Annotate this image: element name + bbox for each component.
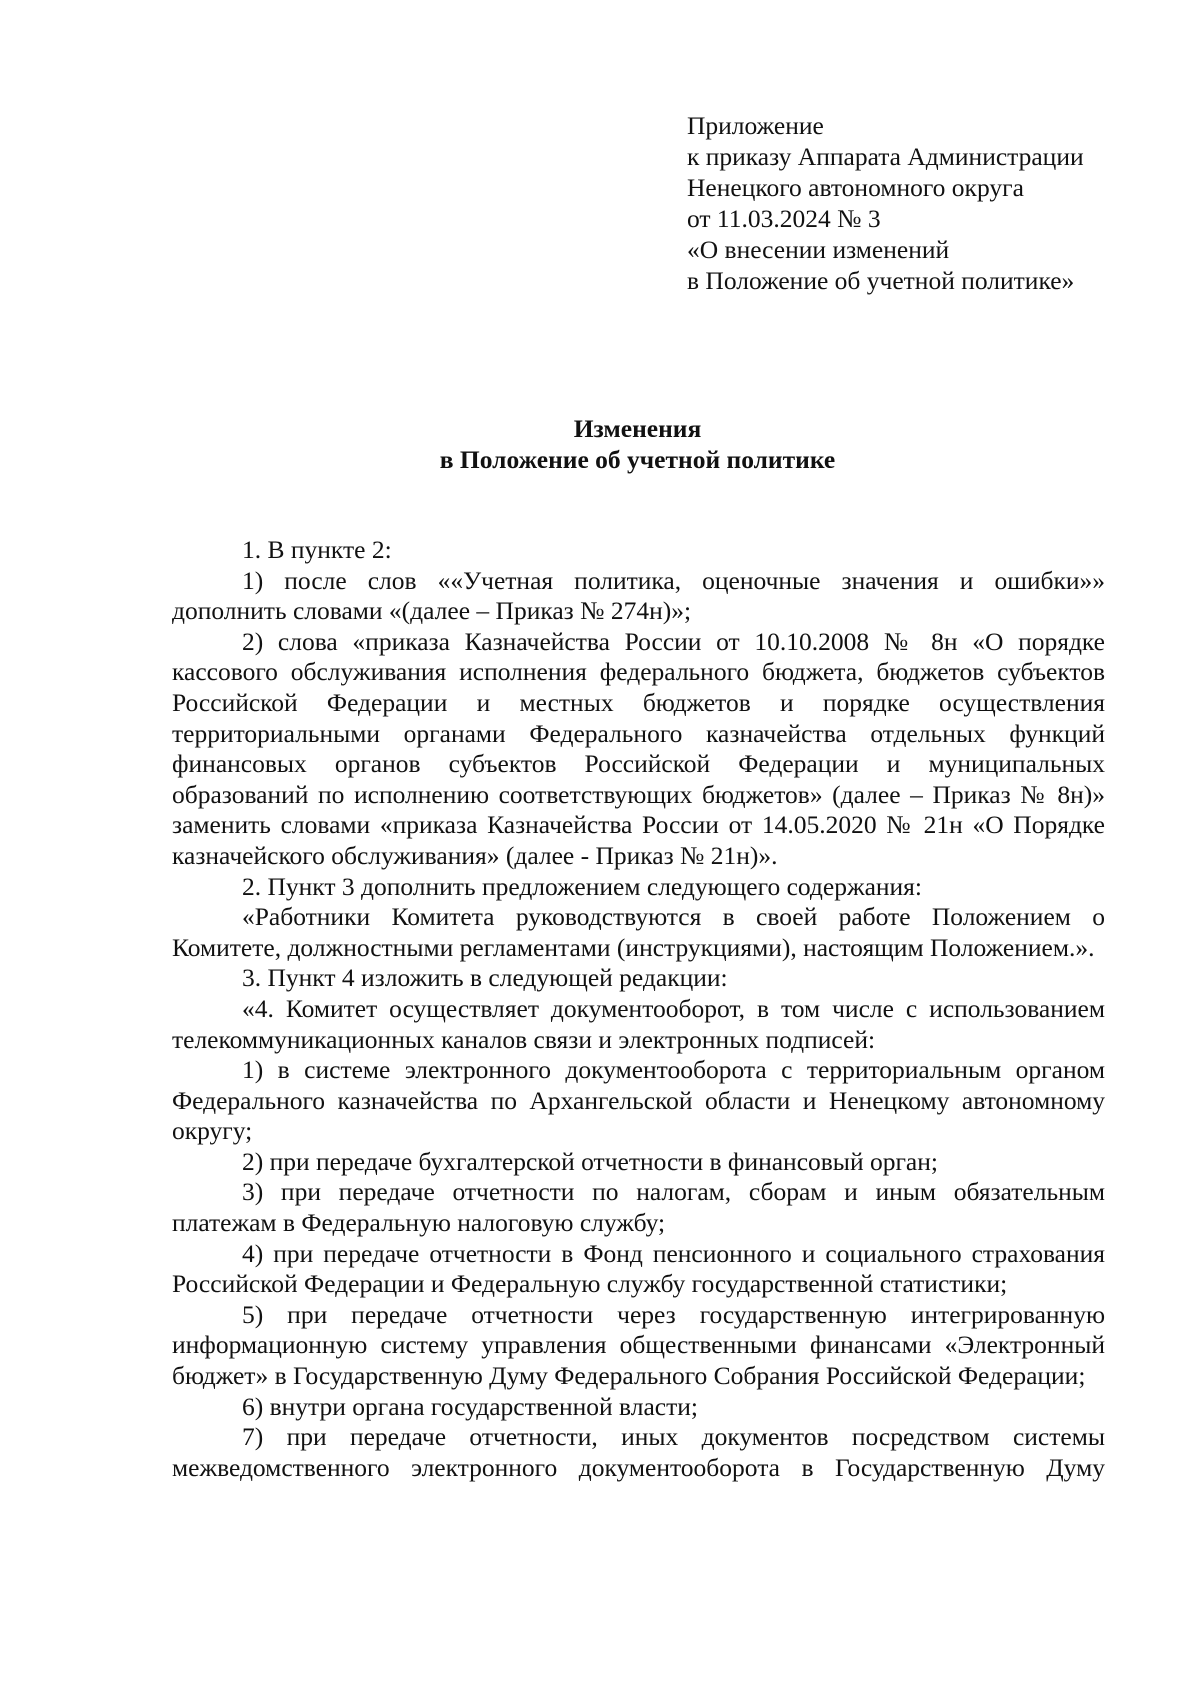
- appendix-line: от 11.03.2024 № 3: [687, 204, 881, 233]
- paragraph: 5) при передаче отчетности через государственную интегрированную информационную систему управления общественными финансами «Электронный бюджет» в Государственную Думу Федерального Собрания Российской Федерации;: [172, 1299, 1105, 1391]
- paragraph: «4. Комитет осуществляет документооборот, в том числе с использованием телекоммуникационных каналов связи и электронных подписей:: [172, 993, 1105, 1054]
- paragraph: 2. Пункт 3 дополнить предложением следующего содержания:: [242, 871, 922, 901]
- paragraph: 1) в системе электронного документооборота с территориальным органом Федерального казначейства по Архангельской области и Ненецкому автономному округу;: [172, 1055, 1105, 1146]
- paragraph: 4) при передаче отчетности в Фонд пенсионного и социального страхования Российской Федерации и Федеральную службу государственной статистики;: [172, 1238, 1105, 1299]
- appendix-line: Приложение: [687, 111, 824, 140]
- paragraph: 1) после слов ««Учетная политика, оценочные значения и ошибки»» дополнить словами «(далее – Приказ № 274н)»;: [172, 565, 1105, 626]
- appendix-line: «О внесении изменений: [687, 235, 950, 264]
- paragraph: 2) слова «приказа Казначейства России от 10.10.2008 № 8н «О порядке кассового обслуживания исполнения федерального бюджета, бюджетов субъектов Российской Федерации и местных бюджетов и порядке осуществления территориальными органами Федерального казначейства отдельных функций финансовых органов субъектов Российской Федерации и муниципальных образований по исполнению соответствующих бюджетов» (далее – Приказ № 8н)» заменить словами «приказа Казначейства России от 14.05.2020 № 21н «О Порядке казначейского обслуживания» (далее - Приказ № 21н)».: [172, 626, 1105, 870]
- document-title: Изменения: [573, 414, 702, 443]
- appendix-line: к приказу Аппарата Администрации: [687, 142, 1084, 171]
- paragraph: 3. Пункт 4 изложить в следующей редакции:: [242, 963, 728, 993]
- appendix-line: в Положение об учетной политике»: [687, 266, 1075, 295]
- paragraph: 3) при передаче отчетности по налогам, сборам и иным обязательным платежам в Федеральную налоговую службу;: [172, 1177, 1105, 1238]
- paragraph: 7) при передаче отчетности, иных документов посредством системы межведомственного электронного документооборота в Государственную Думу: [172, 1422, 1105, 1482]
- paragraph: 2) при передаче бухгалтерской отчетности в финансовый орган;: [242, 1146, 938, 1176]
- paragraph: 1. В пункте 2:: [242, 535, 392, 564]
- paragraph: «Работники Комитета руководствуются в своей работе Положением о Комитете, должностными регламентами (инструкциями), настоящим Положением.».: [172, 902, 1105, 962]
- document-body: [172, 535, 1105, 1483]
- appendix-line: Ненецкого автономного округа: [687, 173, 1024, 202]
- paragraph: 6) внутри органа государственной власти;: [242, 1391, 698, 1421]
- document-subtitle: в Положение об учетной политике: [439, 445, 836, 474]
- appendix-header: [687, 110, 1167, 296]
